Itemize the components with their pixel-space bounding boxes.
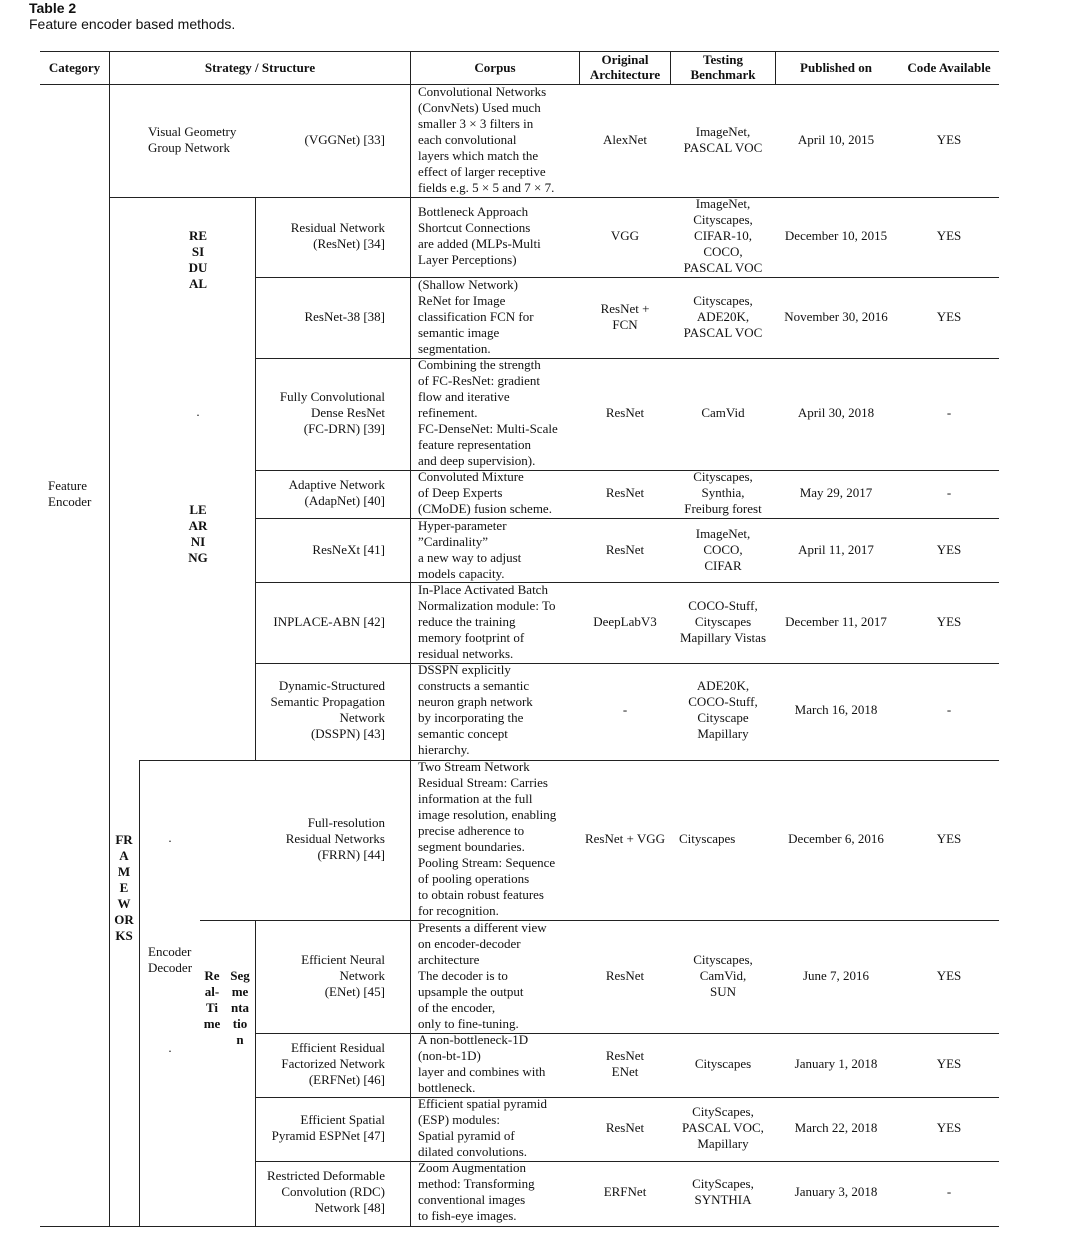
row-inplace-pub: December 11, 2017 xyxy=(785,614,887,629)
row-fcdrn-corpus: Combining the strength of FC-ResNet: gradient flow and iterative refinement. FC-DenseNet: Multi-Scale feature representation and deep supervision). xyxy=(418,357,558,468)
row-erfnet-code: YES xyxy=(936,1056,962,1071)
row-fcdrn-bench: CamVid xyxy=(701,405,745,420)
row-dsspn-pub: March 16, 2018 xyxy=(794,702,878,717)
row-frrn-code: YES xyxy=(936,831,962,846)
row-vgg-bench: ImageNet, PASCAL VOC xyxy=(683,124,763,155)
row-frrn-pub: December 6, 2016 xyxy=(788,831,884,846)
row-resnext-arch: ResNet xyxy=(605,542,645,557)
row-espnet-code: YES xyxy=(936,1120,962,1135)
row-fcdrn-arch: ResNet xyxy=(605,405,645,420)
row-vgg-corpus: Convolutional Networks (ConvNets) Used much smaller 3 × 3 filters in each convolutional layers which match the effect of larger receptive fields e.g. 5 × 5 and 7 × 7. xyxy=(418,84,555,195)
row-erfnet-pub: January 1, 2018 xyxy=(794,1056,878,1071)
header-category: Category xyxy=(48,60,101,75)
row-espnet-name: Efficient Spatial Pyramid ESPNet [47] xyxy=(271,1112,385,1143)
row-adapnet-name: Adaptive Network (AdapNet) [40] xyxy=(288,477,385,508)
row-erfnet-corpus: A non-bottleneck-1D (non-bt-1D) layer and combines with bottleneck. xyxy=(418,1032,546,1095)
row-vgg-pub: April 10, 2015 xyxy=(797,132,875,147)
row-espnet-bench: CityScapes, PASCAL VOC, Mapillary xyxy=(682,1104,764,1151)
row-resnet-arch: VGG xyxy=(610,228,640,243)
row-resnet-name: Residual Network (ResNet) [34] xyxy=(290,220,385,251)
group-realtime-label: Real-Time xyxy=(203,968,221,1031)
header-corpus: Corpus xyxy=(474,60,516,75)
row-resnext-code: YES xyxy=(936,542,962,557)
row-espnet-arch: ResNet xyxy=(605,1120,645,1135)
row-dsspn-name: Dynamic-Structured Semantic Propagation Network (DSSPN) [43] xyxy=(270,678,385,741)
row-inplace-code: YES xyxy=(936,614,962,629)
row-espnet-pub: March 22, 2018 xyxy=(794,1120,878,1135)
table-label: Table 2 xyxy=(29,0,77,16)
row-fcdrn-name: Fully Convolutional Dense ResNet (FC-DRN) [39] xyxy=(279,389,385,436)
group-learning-label: LEARNING xyxy=(188,502,208,565)
row-adapnet-arch: ResNet xyxy=(605,485,645,500)
table-description: Feature encoder based methods. xyxy=(29,16,236,32)
row-espnet-corpus: Efficient spatial pyramid (ESP) modules: Spatial pyramid of dilated convolutions. xyxy=(418,1096,547,1159)
row-dsspn-code: - xyxy=(946,702,952,717)
group-frameworks-label: FRAMEWORKS xyxy=(114,832,134,943)
group-encdec-label: Encoder Decoder xyxy=(148,944,193,975)
row-enet-name: Efficient Neural Network (ENet) [45] xyxy=(301,952,385,999)
row-vgg-group: Visual Geometry Group Network xyxy=(148,124,237,155)
row-rdc-corpus: Zoom Augmentation method: Transforming conventional images to fish-eye images. xyxy=(418,1160,535,1223)
row-enet-pub: June 7, 2016 xyxy=(802,968,870,983)
row-resnet38-corpus: (Shallow Network) ReNet for Image classification FCN for semantic image segmentation. xyxy=(418,277,534,356)
row-vgg-arch: AlexNet xyxy=(602,132,648,147)
group-encdec-dot-top: . xyxy=(168,830,172,845)
group-residual-label: RESIDUAL xyxy=(188,228,208,291)
row-dsspn-arch: - xyxy=(622,702,628,717)
row-rdc-arch: ERFNet xyxy=(603,1184,647,1199)
header-published: Published on xyxy=(800,60,872,75)
row-resnext-name: ResNeXt [41] xyxy=(312,542,385,557)
row-rdc-pub: January 3, 2018 xyxy=(794,1184,878,1199)
header-code: Code Available xyxy=(907,60,991,75)
row-resnet38-code: YES xyxy=(936,309,962,324)
row-fcdrn-pub: April 30, 2018 xyxy=(797,405,875,420)
row-adapnet-pub: May 29, 2017 xyxy=(799,485,873,500)
group-residual-dot: . xyxy=(196,404,200,419)
row-inplace-corpus: In-Place Activated Batch Normalization module: To reduce the training memory footprint of residual networks. xyxy=(418,582,556,661)
row-resnet38-bench: Cityscapes, ADE20K, PASCAL VOC xyxy=(683,293,763,340)
row-frrn-arch: ResNet + VGG xyxy=(584,831,666,846)
row-inplace-arch: DeepLabV3 xyxy=(593,614,657,629)
row-frrn-name: Full-resolution Residual Networks (FRRN) [44] xyxy=(285,815,385,862)
row-rdc-bench: CityScapes, SYNTHIA xyxy=(692,1176,754,1207)
row-resnet-corpus: Bottleneck Approach Shortcut Connections are added (MLPs-Multi Layer Perceptions) xyxy=(418,204,541,267)
header-benchmark: Testing Benchmark xyxy=(690,52,756,82)
row-frrn-bench: Cityscapes xyxy=(679,831,736,846)
row-resnet-pub: December 10, 2015 xyxy=(784,228,888,243)
row-rdc-code: - xyxy=(946,1184,952,1199)
row-vgg-name: (VGGNet) [33] xyxy=(304,132,385,147)
row-resnet38-arch: ResNet + FCN xyxy=(600,301,650,332)
row-fcdrn-code: - xyxy=(946,405,952,420)
row-resnet-bench: ImageNet, Cityscapes, CIFAR-10, COCO, PASCAL VOC xyxy=(683,196,763,275)
row-erfnet-arch: ResNet ENet xyxy=(605,1048,645,1079)
row-resnext-bench: ImageNet, COCO, CIFAR xyxy=(695,526,751,573)
group-segmentation-label: Segmentation xyxy=(230,968,250,1047)
row-dsspn-bench: ADE20K, COCO-Stuff, Cityscape Mapillary xyxy=(688,678,758,741)
row-enet-corpus: Presents a different view on encoder-decoder architecture The decoder is to upsample the output of the encoder, only to fine-tuning. xyxy=(418,920,547,1031)
row-resnext-corpus: Hyper-parameter ”Cardinality” a new way to adjust models capacity. xyxy=(418,518,522,581)
header-architecture: Original Architecture xyxy=(589,52,661,82)
row-adapnet-code: - xyxy=(946,485,952,500)
row-erfnet-bench: Cityscapes xyxy=(694,1056,752,1071)
row-resnet-code: YES xyxy=(936,228,962,243)
row-enet-code: YES xyxy=(936,968,962,983)
row-vgg-code: YES xyxy=(936,132,962,147)
row-inplace-bench: COCO-Stuff, Cityscapes Mapillary Vistas xyxy=(680,598,766,645)
row-dsspn-corpus: DSSPN explicitly constructs a semantic neuron graph network by incorporating the semantic concept hierarchy. xyxy=(418,662,533,757)
row-frrn-corpus: Two Stream Network Residual Stream: Carries information at the full image resolution, enabling precise adherence to segment boundaries. Pooling Stream: Sequence of pooling operations to obtain robust features for recognition. xyxy=(418,759,557,918)
category-label: Feature Encoder xyxy=(48,478,92,509)
row-enet-bench: Cityscapes, CamVid, SUN xyxy=(693,952,753,999)
group-encdec-dot-bottom: . xyxy=(168,1040,172,1055)
row-adapnet-bench: Cityscapes, Synthia, Freiburg forest xyxy=(684,469,762,516)
row-erfnet-name: Efficient Residual Factorized Network (ERFNet) [46] xyxy=(281,1040,385,1087)
row-enet-arch: ResNet xyxy=(605,968,645,983)
row-rdc-name: Restricted Deformable Convolution (RDC) Network [48] xyxy=(266,1168,385,1215)
row-resnext-pub: April 11, 2017 xyxy=(798,542,874,557)
header-strategy: Strategy / Structure xyxy=(204,60,316,75)
row-inplace-name: INPLACE-ABN [42] xyxy=(273,614,385,629)
row-adapnet-corpus: Convoluted Mixture of Deep Experts (CMoDE) fusion scheme. xyxy=(418,469,552,516)
row-resnet38-pub: November 30, 2016 xyxy=(784,309,888,324)
row-resnet38-name: ResNet-38 [38] xyxy=(304,309,385,324)
